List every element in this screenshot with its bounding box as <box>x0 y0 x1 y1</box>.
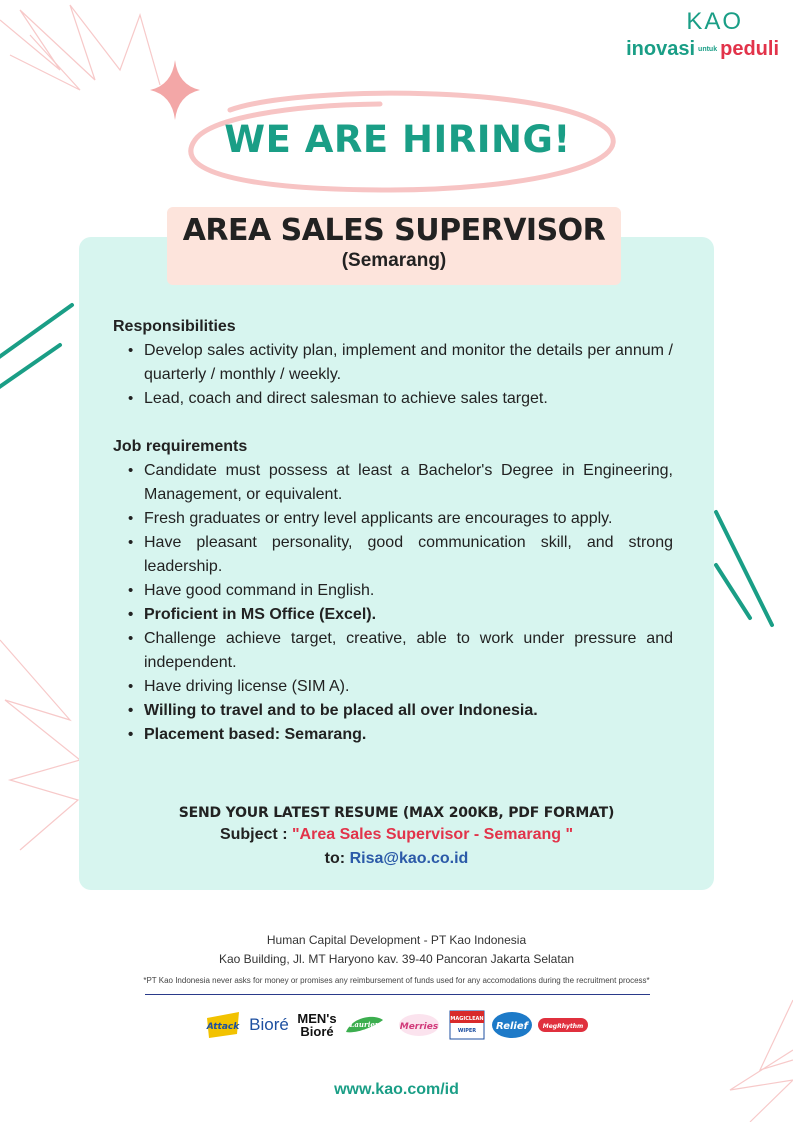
brand-logo-relief <box>491 1008 533 1042</box>
list-item: • Challenge achieve target, creative, able to work under pressure and independent. <box>113 627 673 675</box>
list-item: • Lead, coach and direct salesman to achieve sales target. <box>113 387 673 411</box>
list-item: • Proficient in MS Office (Excel). <box>113 603 673 627</box>
job-title-box <box>167 207 621 285</box>
footer-disclaimer: *PT Kao Indonesia never asks for money or promises any reimbursement of funds used for any accomodations during the recruitment process* <box>143 976 650 985</box>
hiring-headline: WE ARE HIRING! <box>224 118 571 161</box>
apply-to <box>79 850 714 868</box>
burst-decoration-bottom-right <box>730 1000 793 1122</box>
requirements-heading: Job requirements <box>113 438 248 455</box>
brand-logo-megrhythm <box>537 1008 589 1042</box>
svg-text:MegRhythm: MegRhythm <box>542 1023 584 1030</box>
job-title: AREA SALES SUPERVISOR <box>182 213 606 248</box>
to-label: to: <box>324 850 346 867</box>
website-link[interactable]: www.kao.com/id <box>334 1081 459 1098</box>
svg-text:Merries: Merries <box>399 1022 439 1032</box>
brand-logo-magiclean <box>449 1008 485 1042</box>
tagline <box>626 38 779 61</box>
brand-logo-attack <box>205 1008 241 1042</box>
list-item: • Candidate must possess at least a Bachelor's Degree in Engineering, Management, or equivalent. <box>113 459 673 507</box>
list-item: • Have driving license (SIM A). <box>113 675 673 699</box>
kao-logo: KAO <box>686 8 743 35</box>
subject-value: "Area Sales Supervisor - Semarang " <box>291 826 574 843</box>
list-item: • Have pleasant personality, good communication skill, and strong leadership. <box>113 531 673 579</box>
apply-subject <box>79 826 714 844</box>
svg-text:MAGICLEAN: MAGICLEAN <box>450 1016 484 1022</box>
responsibilities-heading: Responsibilities <box>113 318 236 335</box>
sparkle-icon <box>150 60 200 120</box>
svg-text:WIPER: WIPER <box>457 1028 477 1034</box>
responsibilities-list <box>113 339 673 411</box>
tagline-untuk: untuk <box>698 46 718 54</box>
brand-logo-mens-biore <box>296 1008 338 1042</box>
tagline-peduli: peduli <box>720 38 779 60</box>
list-item: • Have good command in English. <box>113 579 673 603</box>
apply-instruction: SEND YOUR LATEST RESUME (MAX 200KB, PDF FORMAT) <box>178 805 615 821</box>
burst-decoration-left <box>0 640 80 850</box>
teal-strokes-right <box>716 512 772 625</box>
list-item: • Willing to travel and to be placed all over Indonesia. <box>113 699 673 723</box>
teal-strokes-left <box>0 305 72 390</box>
burst-decoration-top-left <box>0 5 160 90</box>
list-item: • Develop sales activity plan, implement and monitor the details per annum / quarterly / monthly / weekly. <box>113 339 673 387</box>
list-item: • Placement based: Semarang. <box>113 723 673 747</box>
tagline-inovasi: inovasi <box>626 38 696 60</box>
brand-logo-laurier <box>343 1008 385 1042</box>
requirements-list <box>113 459 673 747</box>
list-item: • Fresh graduates or entry level applicants are encourages to apply. <box>113 507 673 531</box>
brand-logo-merries <box>398 1008 440 1042</box>
footer-line1: Human Capital Development - PT Kao Indonesia <box>266 933 527 947</box>
footer-divider <box>145 994 650 995</box>
mens-biore-text: MEN's Bioré <box>297 1011 337 1039</box>
job-description <box>113 315 673 747</box>
svg-text:Relief: Relief <box>496 1021 528 1032</box>
svg-text:Laurier: Laurier <box>349 1020 379 1029</box>
svg-text:Attack: Attack <box>206 1022 240 1032</box>
footer-line2: Kao Building, Jl. MT Haryono kav. 39-40 Pancoran Jakarta Selatan <box>218 952 575 966</box>
brand-logo-biore: Bioré <box>249 1015 289 1034</box>
footer-address <box>0 931 793 969</box>
email-link[interactable]: Risa@kao.co.id <box>349 850 469 867</box>
apply-section <box>79 805 714 868</box>
brand-logos <box>205 1008 595 1042</box>
job-location: (Semarang) <box>341 250 447 271</box>
subject-label: Subject : <box>219 826 288 843</box>
